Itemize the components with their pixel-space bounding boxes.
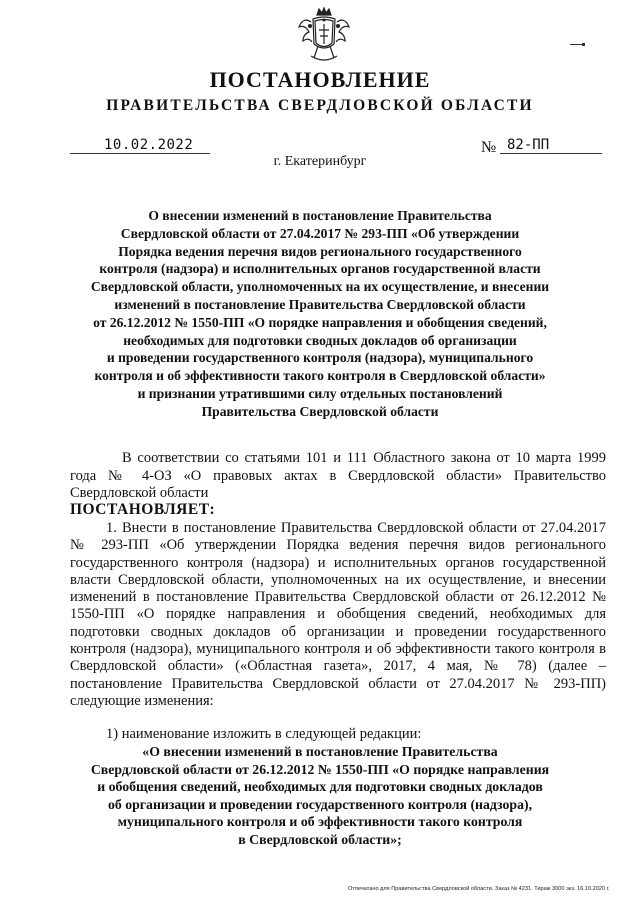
heading-line: изменений в постановление Правительства Свердловской области <box>114 296 526 312</box>
resolve-word: ПОСТАНОВЛЯЕТ: <box>70 501 216 518</box>
scan-mark-dot <box>582 43 585 46</box>
heading-line: О внесении изменений в постановление Правительства <box>148 208 492 223</box>
new-title-line: в Свердловской области»; <box>238 831 402 847</box>
heading-line: и проведении государственного контроля (надзора), муниципального <box>106 350 534 366</box>
document-date: 10.02.2022 <box>104 137 194 153</box>
new-title-line: «О внесении изменений в постановление Правительства <box>142 744 498 759</box>
heading-line: необходимых для подготовки сводных докладов об организации <box>123 332 517 348</box>
new-title-line: и обобщения сведений, необходимых для подготовки сводных докладов <box>97 779 543 795</box>
print-footer: Отпечатано для Правительства Свердловской области. Заказ № 4231. Тираж 3000 экз. 16.10.2020 г. <box>348 886 610 892</box>
heading-line: Порядка ведения перечня видов регионального государственного <box>118 243 522 259</box>
new-title-line: муниципального контроля и об эффективности такого контроля <box>117 814 523 830</box>
preamble-paragraph: В соответствии со статьями 101 и 111 Областного закона от 10 марта 1999 года № 4-ОЗ «О правовых актах в Свердловской области» Правительство Свердловской области <box>70 450 606 502</box>
item-1-paragraph: 1. Внести в постановление Правительства Свердловской области от 27.04.2017 № 293-ПП «Об утверждении Порядка ведения перечня видов регионального государственного контроля (надзора) и исполнительных органов государственной власти Свердловской области, уполномоченных на их осуществление, и внесении изменений в постановление Правительства Свердловской области от 26.12.2012 № 1550-ПП «О порядке направления и обобщения сведений, необходимых для подготовки сводных докладов об организации и проведении государственного контроля (надзора), муниципального контроля и об эффективности такого контроля в Свердловской области» («Областная газета», 2017, 4 мая, № 78) (далее – постановление Правительства Свердловской области от 27.04.2017 № 293-ПП) следующие изменения: <box>70 520 606 709</box>
number-sign: № <box>481 139 497 156</box>
heading-line: Правительства Свердловской области <box>201 403 439 419</box>
heading-line: Свердловской области, уполномоченных на их осуществление, и внесении <box>90 279 550 295</box>
heading-line: контроля (надзора) и исполнительных органов государственной власти <box>99 261 541 277</box>
new-title-line: Свердловской области от 26.12.2012 № 1550-ПП «О порядке направления <box>90 761 550 777</box>
heading-line: Свердловской области от 27.04.2017 № 293-ПП «Об утверждении <box>120 225 520 241</box>
heading-line: и признании утратившими силу отдельных постановлений <box>137 385 503 401</box>
heading-line: от 26.12.2012 № 1550-ПП «О порядке направления и обобщения сведений, <box>93 314 547 330</box>
document-heading <box>40 207 600 421</box>
new-title-line: об организации и проведении государственного контроля (надзора), <box>107 796 533 812</box>
document-title: ПОСТАНОВЛЕНИЕ <box>209 67 431 92</box>
subitem-1-paragraph: 1) наименование изложить в следующей редакции: <box>106 726 422 742</box>
sverdlovsk-coat-of-arms-icon <box>297 6 351 64</box>
heading-line: контроля и об эффективности такого контроля в Свердловской области» <box>94 368 546 384</box>
document-number: 82-ПП <box>507 137 550 153</box>
document-subtitle: ПРАВИТЕЛЬСТВА СВЕРДЛОВСКОЙ ОБЛАСТИ <box>106 97 534 114</box>
scan-mark <box>570 44 582 45</box>
new-title-block <box>40 743 600 849</box>
document-city: г. Екатеринбург <box>273 154 367 169</box>
